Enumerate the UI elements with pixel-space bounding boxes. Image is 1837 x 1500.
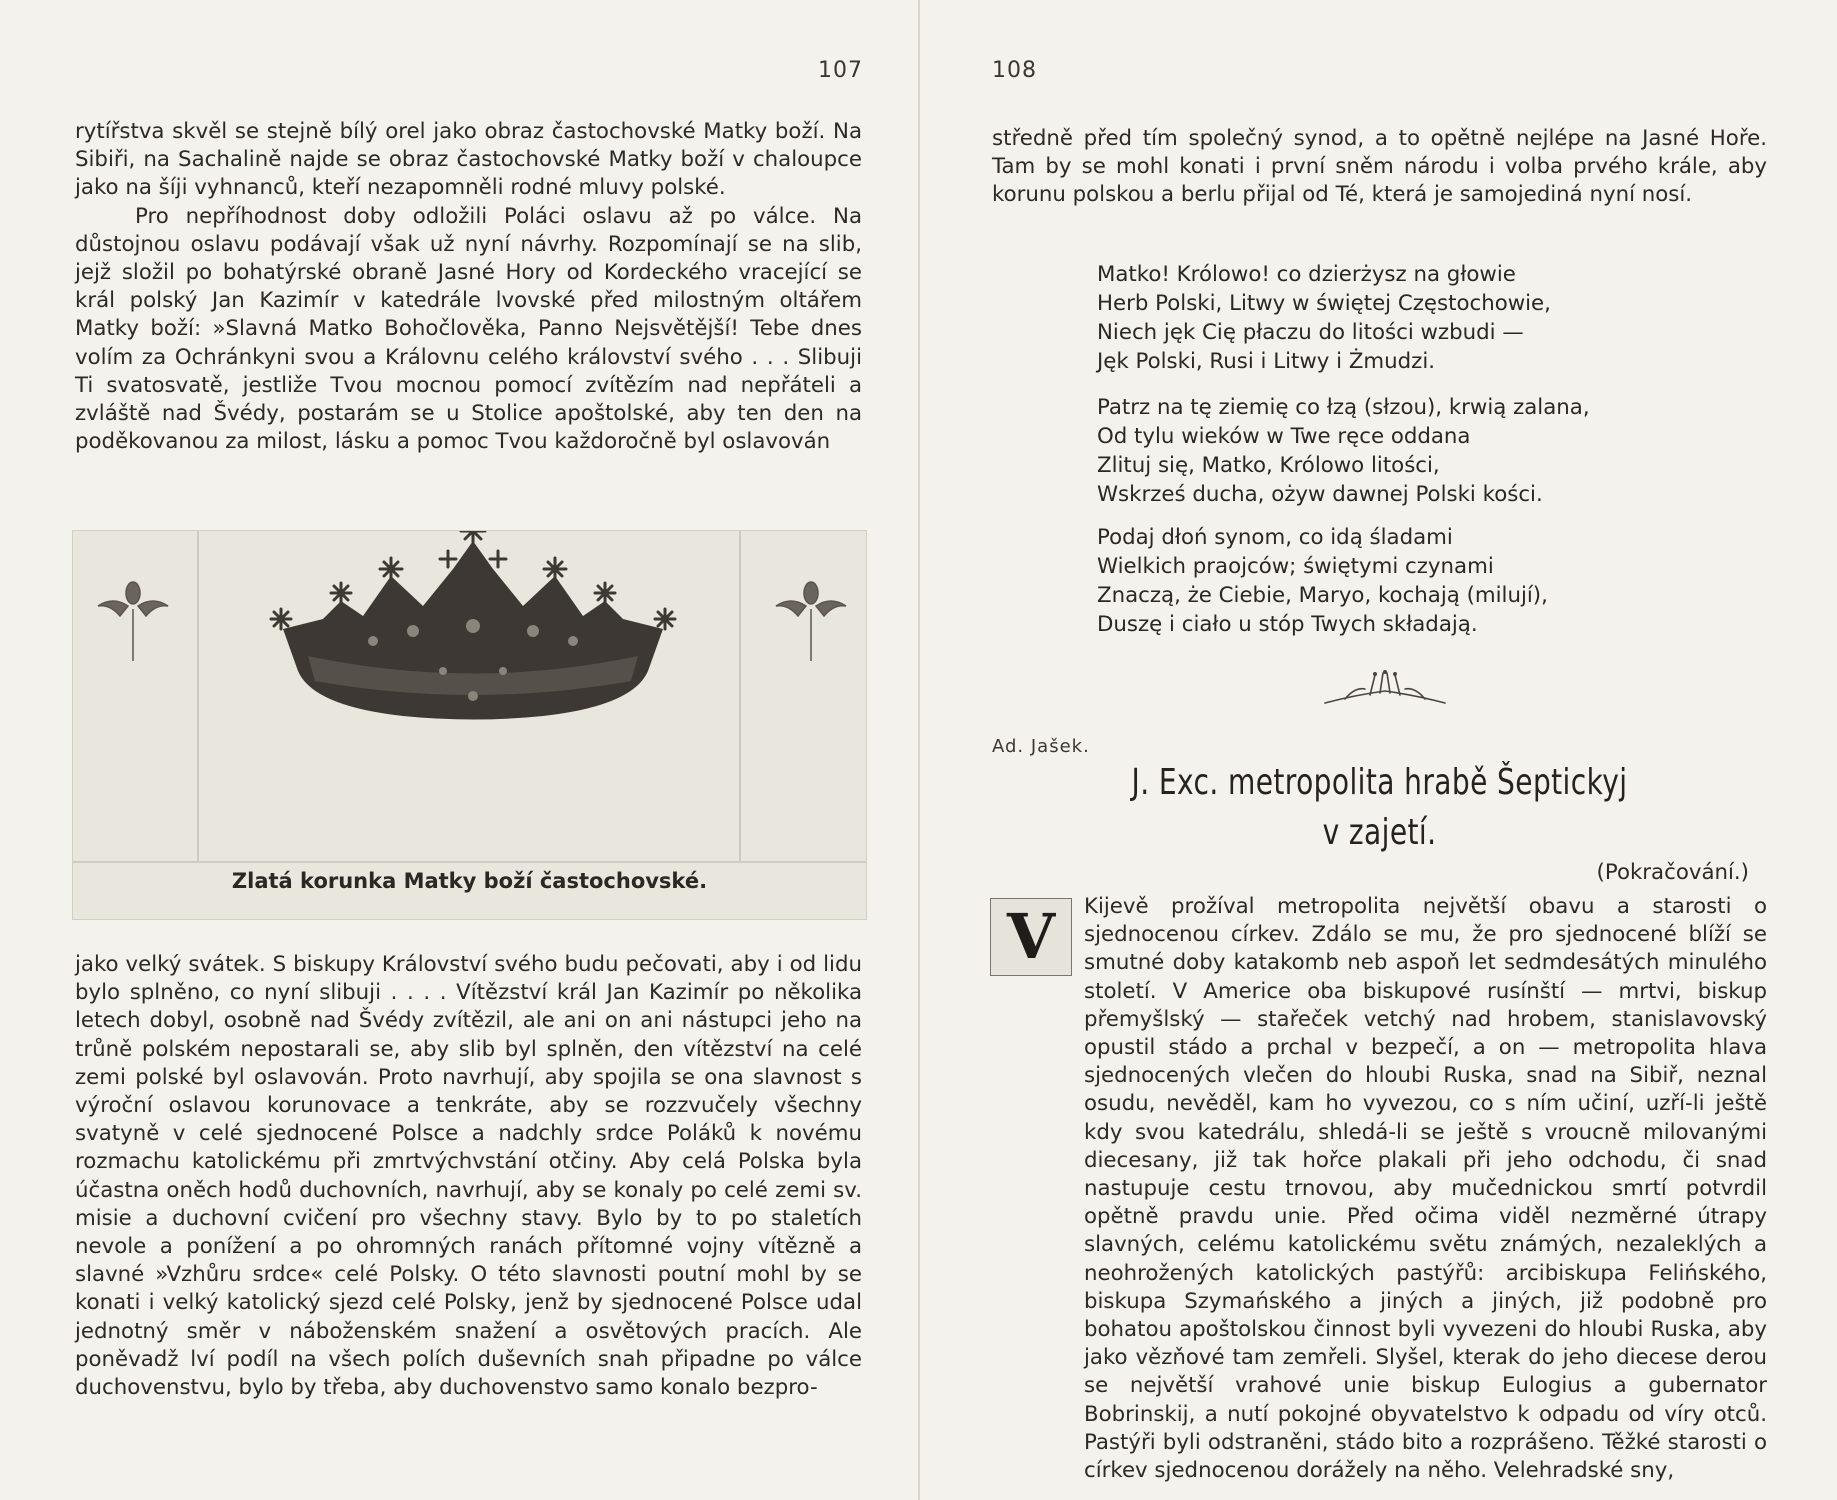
poem-line: Znaczą, że Ciebie, Maryo, kochają (milují),: [1097, 583, 1548, 608]
continued-note: (Pokračování.): [1596, 860, 1749, 885]
poem-stanza-1: [1097, 260, 1737, 376]
article-title: [1077, 758, 1682, 858]
article-body: [992, 893, 1767, 1485]
paragraph: rytířstva skvěl se stejně bílý orel jako obraz častochovské Matky boží. Na Sibiři, na Sachalině najde se obraz častochovské Matky boží v chaloupce jako na šíji vyhnanců, kteří nezapomněli rodné mluvy polské.: [75, 119, 862, 201]
paragraph: Kijevě prožíval metropolita největší obavu a starosti o sjednocenou církev. Zdálo se mu, že pro sjednocené blíží se smutné doby katakomb neb aspoň let sedmdesátých minulého století. V Americe oba biskupové rusínští — mrtvi, biskup přemyšlský — stařeček vetchý nad hrobem, stanislavovský opustil stádo a prchal v bezpečí, a on — metropolita hlava sjednocených vlečen do hloubi Ruska, snad na Sibiř, neznal osudu, nevěděl, kam ho vyvezou, co s ním učiní, uzří-li ještě kdy svou katedrálu, shledá-li se ještě s vroucně milovanými diecesany, již tak hořce plakali při jeho odchodu, či snad nastupuje cestu trnovou, aby mučednickou smrtí potvrdil opětně pravdu unie. Před očima viděl nezměrné útrapy slavných, celému katolickému světu známých, nezaleklých a neohrožených katolických pastýřů: arcibiskupa Felińského, biskupa Szymańského a jiných a jiných, již podobně pro bohatou apoštolskou činnost byli vyvezeni do hloubi Ruska, aby jako vězňové tam zemřeli. Slyšel, kterak do jeho diecese derou se největší vrahové unie biskup Eulogius a gubernator Bobrinskij, a nutí pokojné obyvatelstvo k odpadu od víry otců. Pastýři byli odstraněni, stádo bito a rozprášeno. Těžké starosti o církev sjednocenou dorážely na něho. Velehradské sny,: [1084, 894, 1767, 1484]
paragraph: Pro nepříhodnost doby odložili Poláci oslavu až po válce. Na důstojnou oslavu podávají však už nyní návrhy. Rozpomínají se na slib, jejž složil po bohatýrské obraně Jasné Hory od Kordeckého vracející se král polský Jan Kazimír v katedrále lvovské před milostným oltářem Matky boží: »Slavná Matko Bohočlověka, Panno Nejsvětější! Tebe dnes volím za Ochránkyni svou a Královnu celého království svého . . . Slibuji Ti svatosvatě, jestliže Tvou mocnou pomocí zvítězím nad nepřáteli a zvláště nad Švédy, postarám se u Stolice apoštolské, aby ten den na poděkovanou za milost, lásku a pomoc Tvou každoročně byl oslavován: [75, 203, 862, 455]
paragraph: středně před tím společný synod, a to opětně nejlépe na Jasné Hoře. Tam by se mohl konati i první sněm národu i volba prvého krále, aby korunu polskou a berlu přijal od Té, která je samojediná nyní nosí.: [992, 126, 1767, 208]
poem-line: Podaj dłoń synom, co idą śladami: [1097, 525, 1453, 550]
poem-line: Duszę i ciało u stóp Twych składają.: [1097, 612, 1478, 637]
poem-line: Wskrześ ducha, ożyw dawnej Polski kości.: [1097, 482, 1543, 507]
poem-line: Matko! Królowo! co dzierżysz na głowie: [1097, 262, 1516, 287]
page-number-left: 107: [818, 58, 863, 83]
left-top-text: [75, 118, 862, 456]
poem-stanza-2: [1097, 393, 1737, 509]
floral-ornament-icon: [1315, 665, 1455, 710]
article-author: Ad. Jašek.: [992, 736, 1090, 757]
poem-line: Wielkich praojców; świętymi czynami: [1097, 554, 1494, 579]
paragraph: jako velký svátek. S biskupy Království svého budu pečovati, aby i od lidu bylo splněno, co nyní slibuji . . . . Vítězství král Jan Kazimír po několika letech dobyl, osobně nad Švédy zvítězil, ale ani on ani nástupci jeho na trůně polském nepostarali se, aby slib byl splněn, den vítězství na celé zemi polské byl oslavován. Proto navrhují, aby spojila se ona slavnost s výroční oslavou korunovace a tenkráte, aby se rozzvučely všechny svatyně v celé sjednocené Polsce a nadchly srdce Poláků k novému rozmachu katolickému při zmrtvýchvstání otčiny. Aby celá Polska byla účastna oněch hodů duchovních, navrhují, aby se konaly po celé zemi sv. misie a duchovní cvičení pro všechny stavy. Bylo by to po staletích nevole a ponížení a po ohromných ranách přítomné vojny vítězně a slavné »Vzhůru srdce« celé Polsky. O této slavnosti poutní mohl by se konati i velký katolický sjezd celé Polsky, jenž by sjednocené Polsce udal jednotný směr v náboženském snažení a osvětových pracích. Ale poněvadž lví podíl na všech polích duševních snah připadne po válce duchovenstvu, bylo by třeba, aby duchovenstvo samo konalo bezpro-: [75, 952, 862, 1401]
poem-line: Niech jęk Cię płaczu do litości wzbudi —: [1097, 320, 1524, 345]
poem-line: Herb Polski, Litwy w świętej Częstochowie,: [1097, 291, 1551, 316]
poem-line: Jęk Polski, Rusi i Litwy i Żmudzi.: [1097, 349, 1436, 374]
crown-illustration: [73, 531, 866, 919]
poem-line: Patrz na tę ziemię co łzą (słzou), krwią zalana,: [1097, 395, 1590, 420]
figure-caption: Zlatá korunka Matky boží častochovské.: [231, 869, 708, 893]
poem-line: Zlituj się, Matko, Królowo litości,: [1097, 453, 1440, 478]
article-title-line: J. Exc. metropolita hrabě Šeptickyj: [1131, 762, 1628, 803]
poem-line: Od tylu wieków w Twe ręce oddana: [1097, 424, 1471, 449]
crown-figure: [72, 530, 867, 920]
poem-stanza-3: [1097, 523, 1737, 639]
dropcap-letter: V: [1006, 900, 1056, 973]
left-bottom-text: [75, 951, 862, 1402]
page-number-right: 108: [992, 58, 1037, 83]
article-title-line: v zajetí.: [1322, 812, 1437, 853]
right-top-text: [992, 125, 1767, 210]
